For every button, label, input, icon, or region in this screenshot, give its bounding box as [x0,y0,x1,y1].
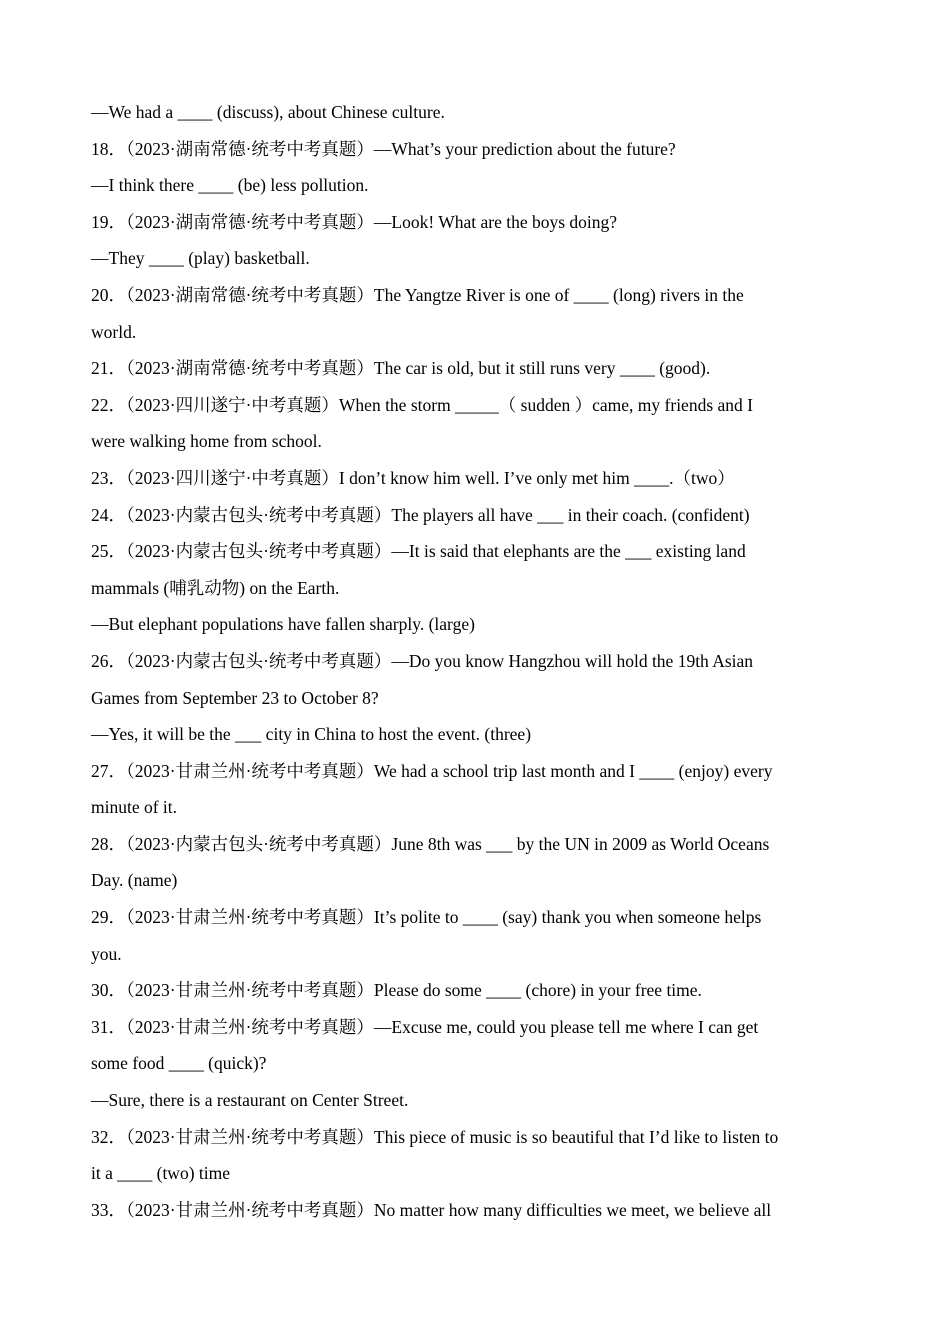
text-line: some food ____ (quick)? [91,1053,267,1074]
text-line: 23．（2023·四川遂宁·中考真题）I don’t know him well. I’ve only met him ____.（two） [91,467,735,488]
text-line: 26．（2023·内蒙古包头·统考中考真题）—Do you know Hangzhou will hold the 19th Asian [91,650,754,671]
text-line: —Sure, there is a restaurant on Center Street. [91,1090,409,1111]
text-line: were walking home from school. [91,431,322,452]
text-line: 31．（2023·甘肃兰州·统考中考真题）—Excuse me, could you please tell me where I can get [91,1016,759,1037]
text-line: 32．（2023·甘肃兰州·统考中考真题）This piece of music is so beautiful that I’d like to listen to [91,1126,779,1147]
text-line: minute of it. [91,797,178,818]
text-line: —We had a ____ (discuss), about Chinese culture. [91,102,445,122]
text-line: 21．（2023·湖南常德·统考中考真题）The car is old, but it still runs very ____ (good). [91,358,711,379]
text-line: 19．（2023·湖南常德·统考中考真题）—Look! What are the boys doing? [91,211,618,232]
document-page [91,94,861,1228]
text-line: Games from September 23 to October 8? [91,687,379,708]
text-line: 33．（2023·甘肃兰州·统考中考真题）No matter how many difficulties we meet, we believe all [91,1199,772,1220]
text-line: 28．（2023·内蒙古包头·统考中考真题）June 8th was ___ by the UN in 2009 as World Oceans [91,833,770,854]
text-line: you. [91,943,122,964]
text-line: 20．（2023·湖南常德·统考中考真题）The Yangtze River is one of ____ (long) rivers in the [91,284,744,305]
text-line: it a ____ (two) time [91,1163,231,1184]
text-line: 29．（2023·甘肃兰州·统考中考真题）It’s polite to ____ (say) thank you when someone helps [91,907,762,928]
text-line: 22．（2023·四川遂宁·中考真题）When the storm _____（ sudden ）came, my friends and I [91,394,753,415]
text-line: 27．（2023·甘肃兰州·统考中考真题）We had a school trip last month and I ____ (enjoy) every [91,760,773,781]
text-line: —Yes, it will be the ___ city in China to host the event. (three) [91,724,532,745]
text-line: —But elephant populations have fallen sharply. (large) [91,614,475,635]
text-line: —I think there ____ (be) less pollution. [91,175,369,196]
text-line: 25．（2023·内蒙古包头·统考中考真题）—It is said that elephants are the ___ existing land [91,541,746,562]
text-line: world. [91,321,137,342]
text-line: mammals (哺乳动物) on the Earth. [91,577,340,598]
text-line: 30．（2023·甘肃兰州·统考中考真题）Please do some ____ (chore) in your free time. [91,980,702,1001]
text-line: Day. (name) [91,870,178,891]
text-line: —They ____ (play) basketball. [91,248,310,269]
text-line: 24．（2023·内蒙古包头·统考中考真题）The players all have ___ in their coach. (confident) [91,504,750,525]
text-line: 18．（2023·湖南常德·统考中考真题）—What’s your prediction about the future? [91,138,676,159]
